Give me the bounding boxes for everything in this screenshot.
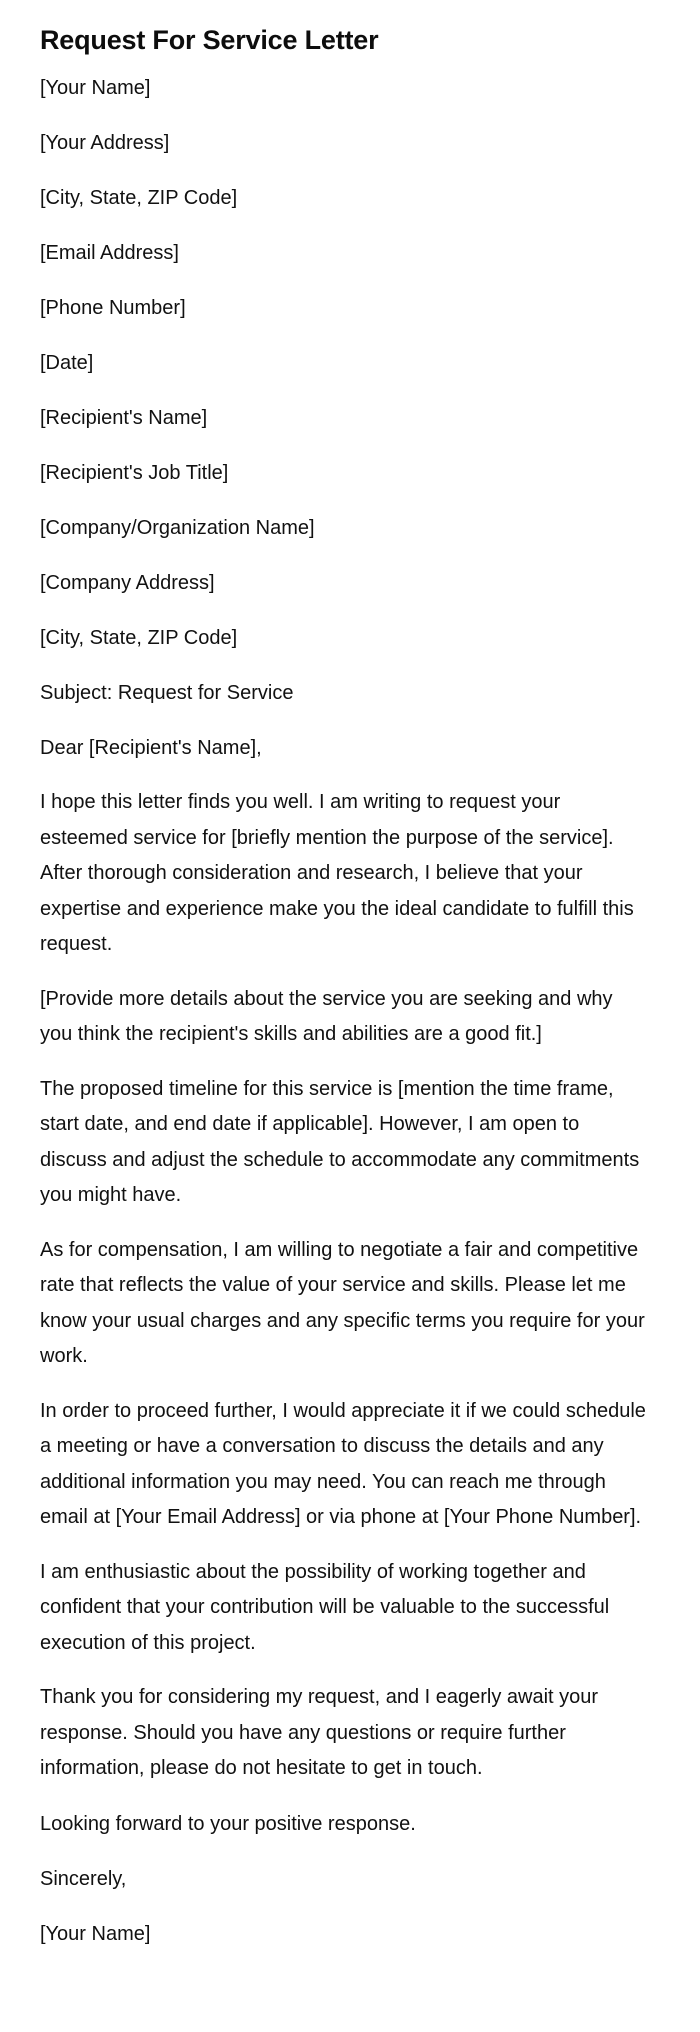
sign-off: Sincerely, <box>40 1867 127 1890</box>
body-paragraph: In order to proceed further, I would appreciate it if we could schedule a meeting or have a conversation to discuss the details and any additional information you may need. You can reach me through email at [Your Email Address] or via phone at [Your Phone Number]. <box>40 1399 646 1528</box>
recipient-name: [Recipient's Name] <box>40 407 208 429</box>
recipient-company-address: [Company Address] <box>40 572 215 594</box>
body-paragraph: I am enthusiastic about the possibility of working together and confident that your contribution will be valuable to the successful execution of this project. <box>40 1560 610 1654</box>
letter-body <box>40 785 660 1787</box>
sender-phone: [Phone Number] <box>40 297 186 319</box>
recipient-city-state-zip: [City, State, ZIP Code] <box>40 627 238 649</box>
body-paragraph: The proposed timeline for this service is [mention the time frame, start date, and end date if applicable]. However, I am open to discuss and adjust the schedule to accommodate any commitments you might have. <box>40 1077 640 1206</box>
body-paragraph: As for compensation, I am willing to negotiate a fair and competitive rate that reflects the value of your service and skills. Please let me know your usual charges and any specific terms you require for your work. <box>40 1238 645 1367</box>
body-paragraph: I hope this letter finds you well. I am writing to request your esteemed service for [briefly mention the purpose of the service]. After thorough consideration and research, I believe that your expertise and experience make you the ideal candidate to fulfill this request. <box>40 791 634 955</box>
sender-city-state-zip: [City, State, ZIP Code] <box>40 187 238 209</box>
recipient-job-title: [Recipient's Job Title] <box>40 462 229 484</box>
sender-block <box>40 70 660 326</box>
sender-email: [Email Address] <box>40 242 179 264</box>
sender-name: [Your Name] <box>40 77 151 99</box>
letter-date: [Date] <box>40 352 94 374</box>
recipient-company: [Company/Organization Name] <box>40 517 315 539</box>
subject-line: Subject: Request for Service <box>40 682 294 704</box>
salutation: Dear [Recipient's Name], <box>40 737 262 759</box>
body-paragraph: [Provide more details about the service you are seeking and why you think the recipient's skills and abilities are a good fit.] <box>40 987 613 1045</box>
signature-name: [Your Name] <box>40 1922 151 1945</box>
sender-address: [Your Address] <box>40 132 170 154</box>
document-title: Request For Service Letter <box>40 25 379 55</box>
body-paragraph: Thank you for considering my request, and I eagerly await your response. Should you have any questions or require further information, please do not hesitate to get in touch. <box>40 1686 599 1779</box>
closing-line: Looking forward to your positive response. <box>40 1812 416 1835</box>
recipient-block <box>40 400 660 656</box>
